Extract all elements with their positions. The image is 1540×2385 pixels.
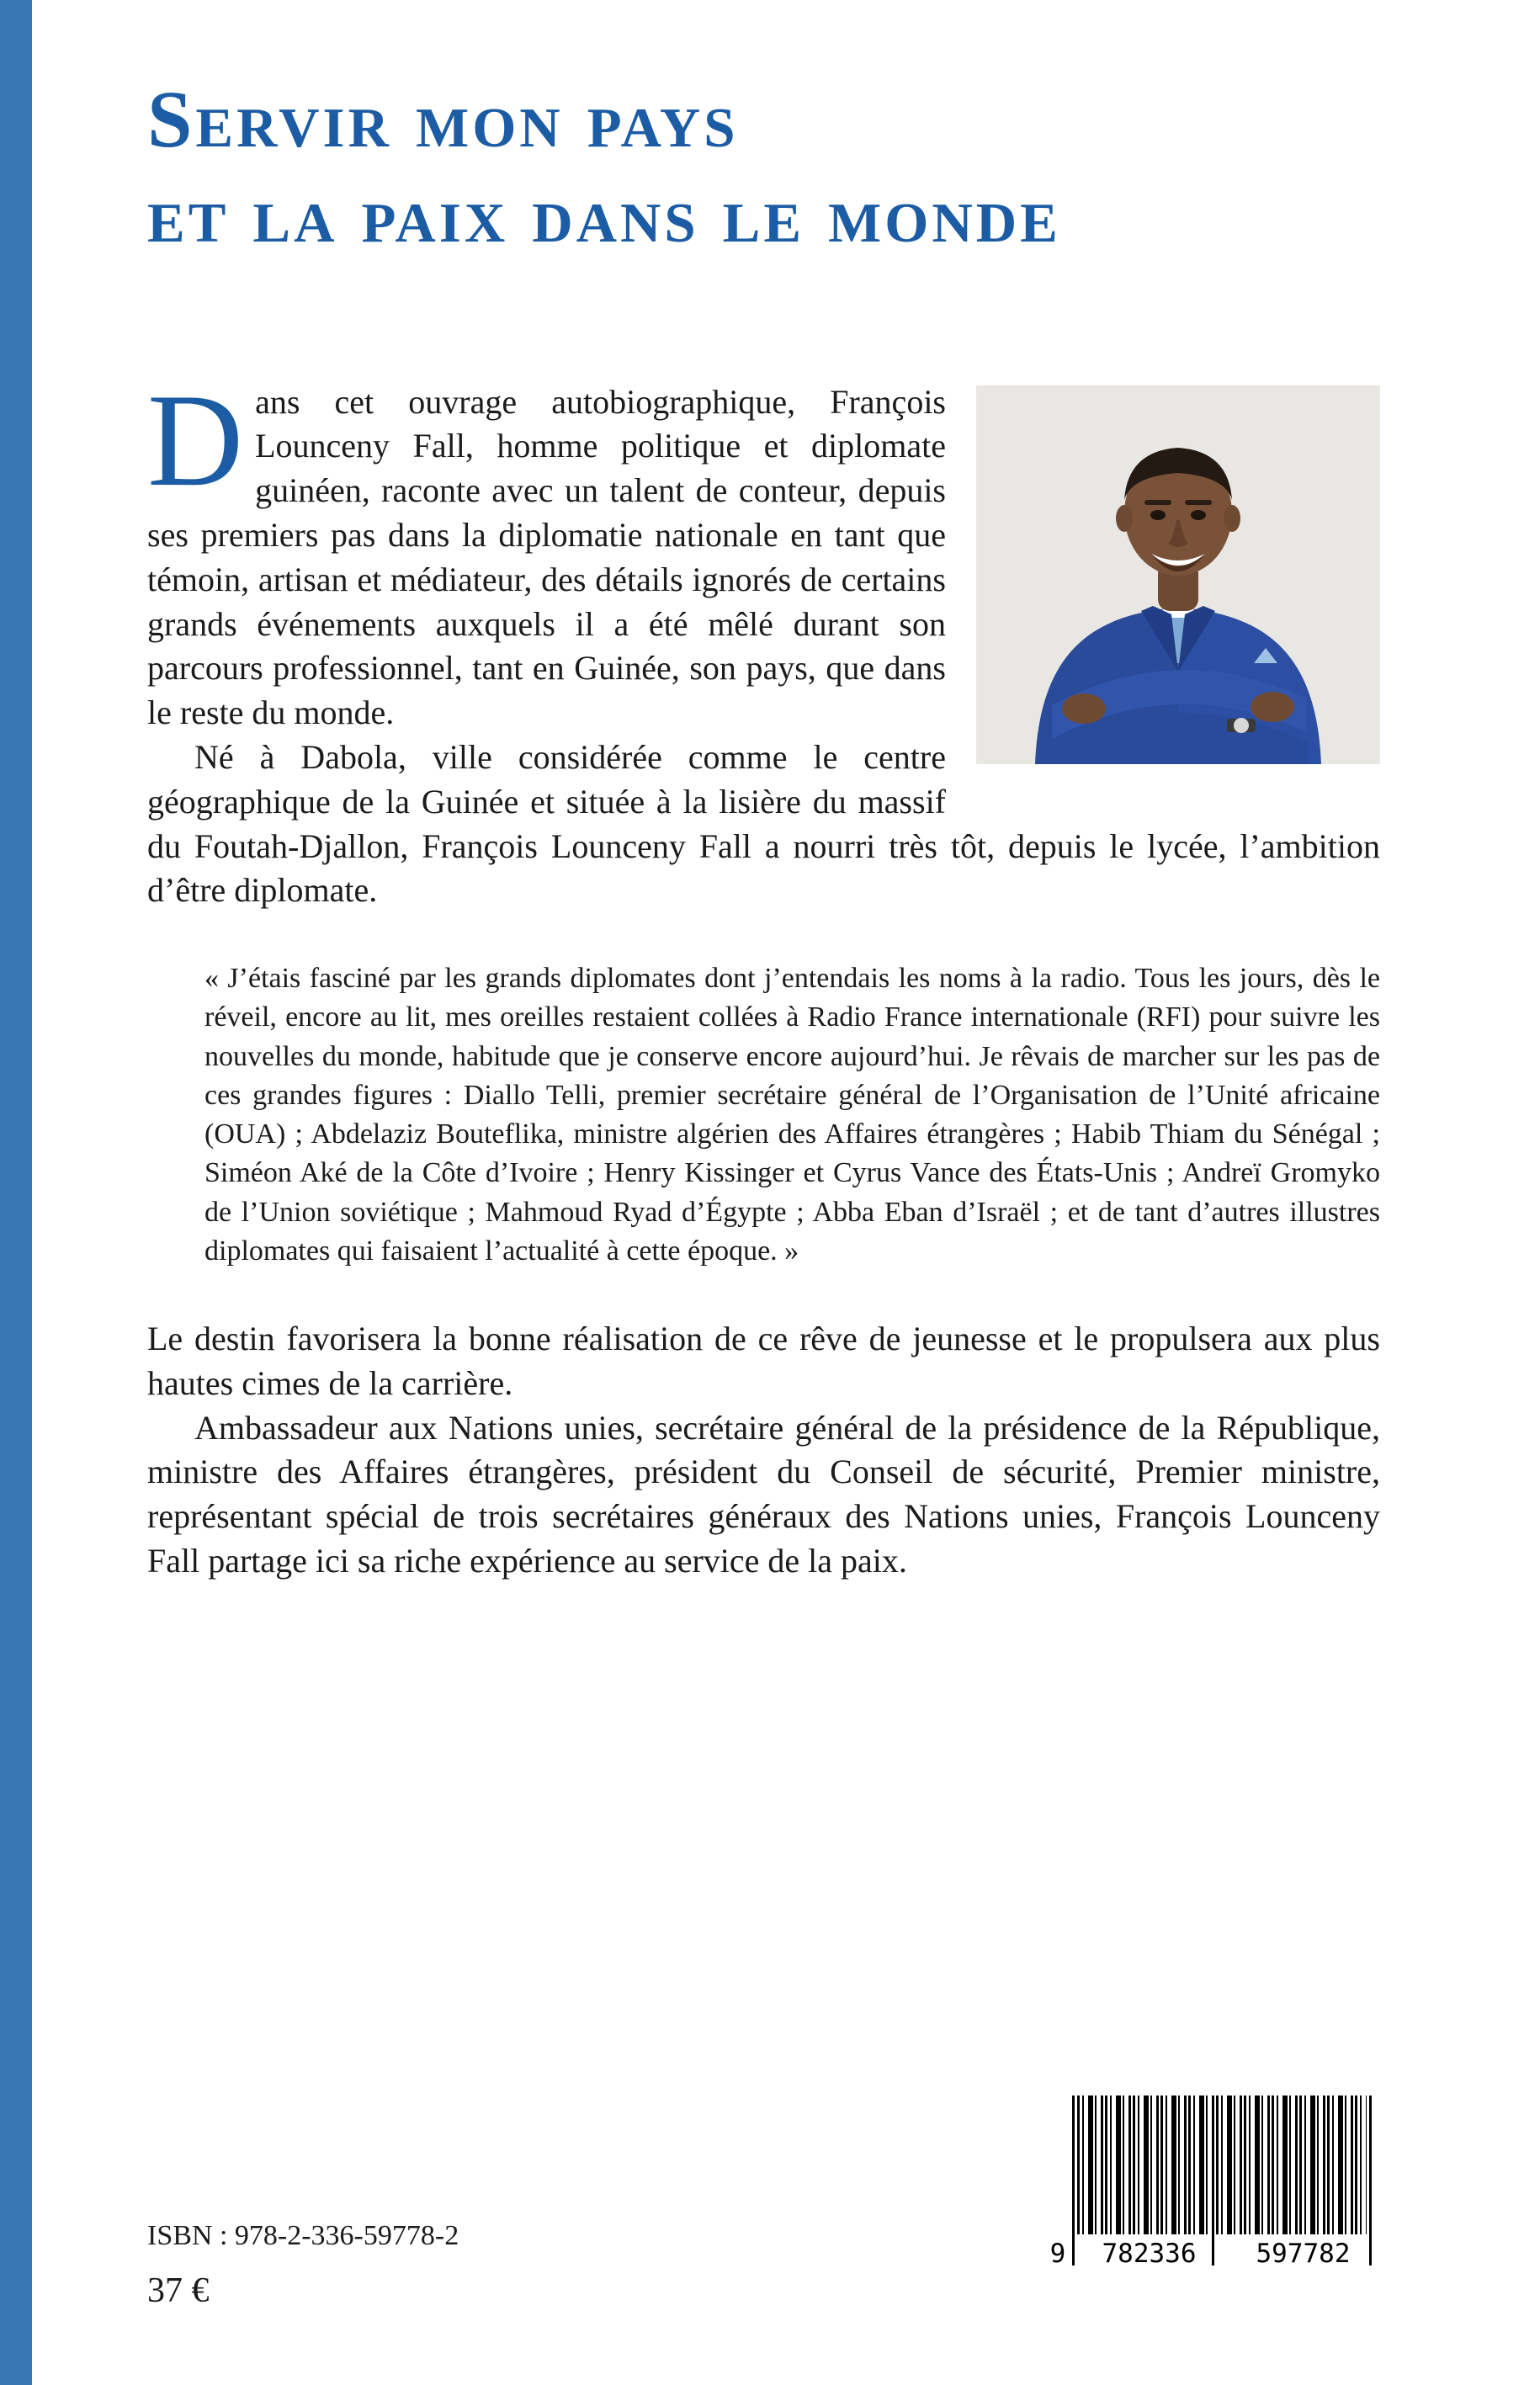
price: 37 € (147, 2271, 210, 2310)
footer-info (147, 2220, 459, 2311)
isbn: ISBN : 978-2-336-59778-2 (147, 2220, 459, 2251)
paragraph-career: Ambassadeur aux Nations unies, secrétaire général de la présidence de la République, ministre des Affaires étrangères, président du Conseil de sécurité, Premier ministre, représentant spécial de trois secrétaires généraux des Nations unies, François Lounceny Fall partage ici sa riche expérience au service de la paix. (147, 1408, 1380, 1580)
paragraph-destiny: Le destin favorisera la bonne réalisation de ce rêve de jeunesse et le propulsera aux plus hautes cimes de la carrière. (147, 1319, 1380, 1402)
barcode-digit-group-1: 782336 (1102, 2239, 1197, 2269)
book-title-line-2: et la paix dans le monde (147, 169, 1061, 260)
dropcap-letter: D (147, 366, 244, 514)
spine-strip (0, 0, 32, 2385)
barcode-bars (1077, 2096, 1367, 2234)
barcode (1043, 2090, 1380, 2297)
barcode-digits (1043, 2239, 1380, 2269)
author-quote: « J’étais fasciné par les grands diplomates dont j’entendais les noms à la radio. Tous les jours, dès le réveil, encore au lit, mes oreilles restaient collées à Radio France internationale (RFI) pour suivre les nouvelles du monde, habitude que je conserve encore aujourd’hui. Je rêvais de marcher sur les pas de ces grandes figures : Diallo Telli, premier secrétaire général de l’Organisation de l’Unité africaine (OUA) ; Abdelaziz Bouteflika, ministre algérien des Affaires étrangères ; Habib Thiam du Sénégal ; Siméon Aké de la Côte d’Ivoire ; Henry Kissinger et Cyrus Vance des États-Unis ; Andreï Gromyko de l’Union soviétique ; Mahmoud Ryad d’Égypte ; Abba Eban d’Israël ; et de tant d’autres illustres diplomates qui faisaient l’actualité à cette époque. » (204, 963, 1380, 1267)
author-portrait-illustration (976, 385, 1380, 764)
paragraph-biography: Né à Dabola, ville considérée comme le centre géographique de la Guinée et située à la lisière du massif du Foutah-Djallon, François Lounceny Fall a nourri très tôt, depuis le lycée, l’ambition d’être diplomate. (147, 737, 1380, 910)
book-title-line-1: Servir mon pays (147, 74, 739, 164)
author-photo (976, 385, 1380, 764)
barcode-digit-left: 9 (1049, 2239, 1066, 2269)
back-cover-text (147, 366, 1380, 1584)
book-title (147, 72, 1380, 263)
barcode-digit-group-2: 597782 (1256, 2239, 1351, 2269)
paragraph-intro-text: ans cet ouvrage autobiographique, François Lounceny Fall, homme politique et diplomate guinéen, raconte avec un talent de conteur, depuis ses premiers pas dans la diplomatie nationale en tant que témoin, artisan et médiateur, des détails ignorés de certains grands événements auxquels il a été mêlé durant son parcours professionnel, tant en Guinée, son pays, que dans le reste du monde. (147, 382, 946, 732)
